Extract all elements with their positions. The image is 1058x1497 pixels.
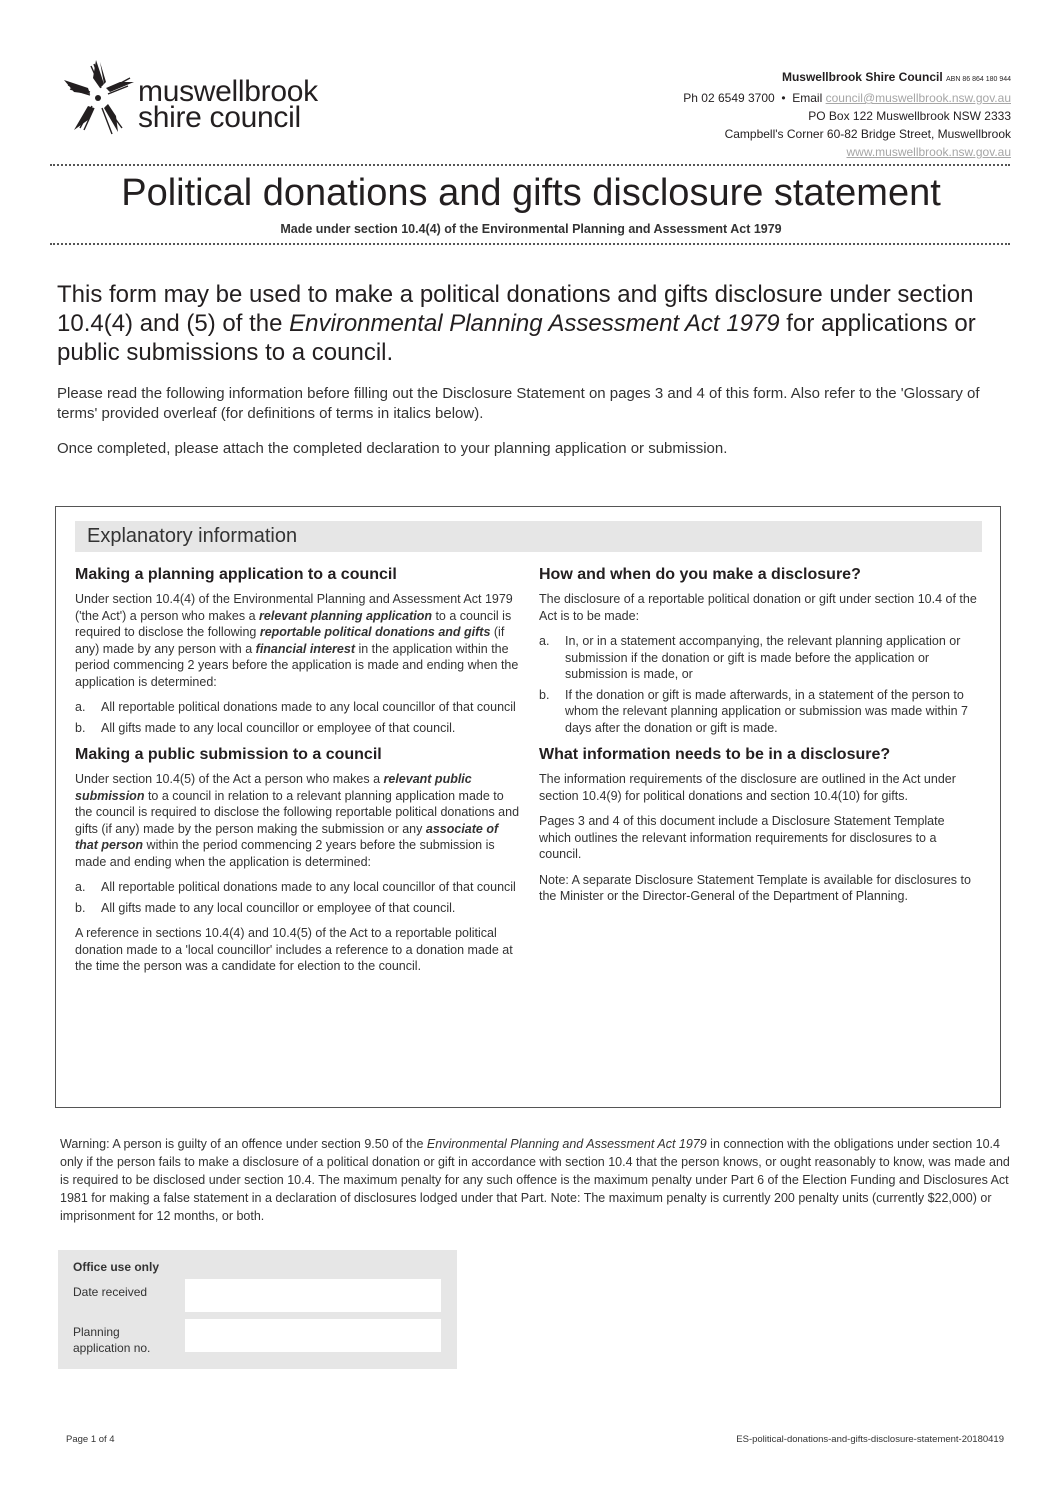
email-label: Email: [792, 91, 823, 105]
list-item: b. All gifts made to any local councillor or employee of that council.: [75, 900, 456, 915]
list: [75, 879, 520, 916]
paragraph: A reference in sections 10.4(4) and 10.4(5) of the Act to a reportable political donation made to a 'local councillor' includes a reference to a donation made at the time the person was a candidate for election to the council.: [75, 926, 513, 973]
list-item: b. All gifts made to any local councillor or employee of that council.: [75, 720, 456, 735]
warning-text: Warning: A person is guilty of an offence under section 9.50 of the Environmental Planning and Assessment Act 1979 in connection with the obligations under section 10.4 only if the person fails to make a disclosure of a political donation or gift in accordance with section 10.4 that the person knows, or ought reasonably to know, was made and is required to be disclosed under section 10.4. The maximum penalty for any such offence is the maximum penalty under Part 6 of the Election Funding and Disclosures Act 1981 for making a false statement in a declaration of disclosures lodged under that Part. Note: The maximum penalty is currently 200 penalty units (currently $22,000) or imprisonment for 12 months, or both.: [60, 1137, 1010, 1223]
contact-block: [683, 68, 1011, 161]
list: [539, 633, 979, 736]
list-item: a. All reportable political donations made to any local councillor of that council: [75, 700, 516, 714]
bullet: •: [781, 91, 786, 105]
website-link[interactable]: www.muswellbrook.nsw.gov.au: [846, 145, 1011, 159]
phone: Ph 02 6549 3700: [683, 91, 775, 105]
council-name: Muswellbrook Shire Council: [781, 70, 943, 84]
completion-paragraph: Once completed, please attach the completed declaration to your planning application or submission.: [57, 440, 728, 457]
po-box: PO Box 122 Muswellbrook NSW 2333: [808, 109, 1011, 123]
heading-planning-application: Making a planning application to a council: [75, 566, 397, 583]
divider: [50, 164, 1010, 166]
heading-public-submission: Making a public submission to a council: [75, 746, 382, 763]
star-logo-icon: [60, 58, 138, 136]
email-link[interactable]: council@muswellbrook.nsw.gov.au: [825, 91, 1011, 105]
instructions-paragraph: Please read the following information before filling out the Disclosure Statement on pages 3 and 4 of this form. Also refer to the 'Glossary of terms' provided overleaf (for definitions of terms in italics below).: [57, 385, 980, 422]
paragraph: Pages 3 and 4 of this document include a Disclosure Statement Template which outlines the relevant information requirements for disclosures to a council.: [539, 814, 945, 861]
page-number: Page 1 of 4: [66, 1434, 115, 1445]
intro-text: This form may be used to make a political donations and gifts disclosure under section 10.4(4) and (5) of the Environmental Planning Assessment Act 1979 for applications or public submissions to a council.: [57, 281, 976, 366]
council-logo: [60, 58, 360, 138]
document-id: ES-political-donations-and-gifts-disclosure-statement-20180419: [736, 1434, 1004, 1445]
heading-what-information: What information needs to be in a disclosure?: [539, 746, 891, 763]
logo-text-line2: shire council: [138, 101, 301, 134]
paragraph: The disclosure of a reportable political donation or gift under section 10.4 of the Act is to be made:: [539, 592, 977, 623]
page-title: Political donations and gifts disclosure statement: [121, 172, 941, 214]
date-received-label: Date received: [73, 1285, 148, 1299]
page-subtitle: Made under section 10.4(4) of the Environmental Planning and Assessment Act 1979: [280, 222, 782, 236]
heading-how-when: How and when do you make a disclosure?: [539, 566, 861, 583]
planning-application-label-line1: Planning: [73, 1325, 120, 1339]
section-heading: Explanatory information: [75, 521, 982, 552]
divider: [50, 243, 1010, 245]
logo-text-line1: muswellbrook: [138, 75, 318, 108]
street-address: Campbell's Corner 60-82 Bridge Street, Muswellbrook: [724, 127, 1011, 141]
list-item: a. In, or in a statement accompanying, the relevant planning application or submission if the donation or gift is made before the application or submission is made, or: [539, 634, 961, 681]
list: [75, 699, 520, 736]
list-item: a. All reportable political donations made to any local councillor of that council: [75, 880, 516, 894]
paragraph: Under section 10.4(5) of the Act a person who makes a relevant public submission to a council in relation to a relevant planning application made to the council is required to disclose the following reportable political donations and gifts (if any) made by the person making the submission or any associate of that person within the period commencing 2 years before the submission is made and ending when the application is determined:: [75, 772, 520, 869]
paragraph: Note: A separate Disclosure Statement Template is available for disclosures to the Minister or the Director-General of the Department of Planning.: [539, 872, 971, 903]
right-column: [539, 565, 979, 914]
planning-application-label-line2: application no.: [73, 1341, 151, 1355]
explanatory-information-box: [55, 506, 1001, 1108]
abn: ABN 86 864 180 944: [946, 76, 1011, 83]
paragraph: The information requirements of the disclosure are outlined in the Act under section 10.4(9) for political donations and section 10.4(10) for gifts.: [539, 772, 956, 803]
left-column: [75, 565, 520, 984]
paragraph: Under section 10.4(4) of the Environmental Planning and Assessment Act 1979 ('the Act') a person who makes a relevant planning application to a council is required to disclose the following reportable political donations and gifts (if any) made by any person with a financial interest in the application within the period commencing 2 years before the application is made and ending when the application is determined:: [75, 592, 519, 689]
office-use-panel: [58, 1250, 457, 1369]
date-received-field[interactable]: [185, 1279, 441, 1312]
office-use-title: Office use only: [73, 1260, 160, 1274]
planning-application-no-field[interactable]: [185, 1319, 441, 1352]
list-item: b. If the donation or gift is made afterwards, in a statement of the person to whom the relevant planning application or submission was made within 7 days after the donation or gift is made.: [539, 687, 968, 735]
